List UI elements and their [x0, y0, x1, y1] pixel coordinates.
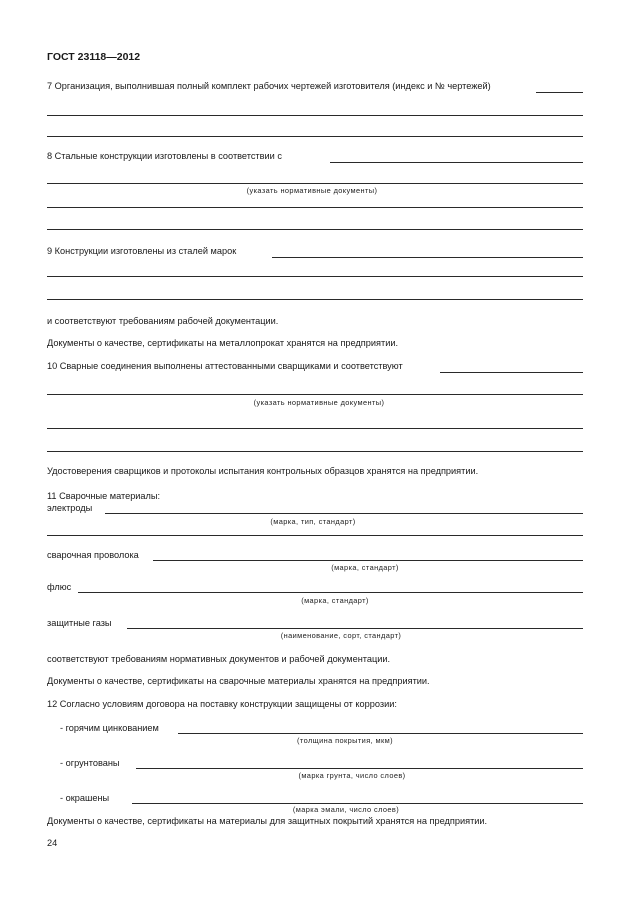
electrodes-caption: (марка, тип, стандарт) — [270, 517, 356, 526]
primed-caption: (марка грунта, число слоев) — [298, 771, 406, 780]
item-9-line-2[interactable] — [47, 299, 583, 300]
flux-fill-line[interactable] — [78, 592, 583, 593]
primed-fill-line[interactable] — [136, 768, 583, 769]
electrodes-fill-line[interactable] — [105, 513, 583, 514]
item-10-fill-line[interactable] — [440, 372, 583, 373]
item-8-fill-line[interactable] — [330, 162, 583, 163]
item-11-documents: Документы о качестве, сертификаты на сварочные материалы хранятся на предприятии. — [47, 676, 430, 686]
item-10-line-2[interactable] — [47, 428, 583, 429]
hot-galvanizing-fill-line[interactable] — [178, 733, 583, 734]
shielding-gases-label: защитные газы — [47, 618, 112, 628]
flux-label: флюс — [47, 582, 72, 592]
item-9-line-1[interactable] — [47, 276, 583, 277]
item-9-label: 9 Конструкции изготовлены из сталей марок — [47, 246, 237, 256]
item-11-label: 11 Сварочные материалы: — [47, 491, 161, 501]
painted-fill-line[interactable] — [132, 803, 583, 804]
item-7-fill-line[interactable] — [536, 92, 583, 93]
item-7-label: 7 Организация, выполнившая полный комплект рабочих чертежей изготовителя (индекс и № чертежей) — [47, 81, 491, 91]
primed-label: - огрунтованы — [60, 758, 120, 768]
electrodes-line-2[interactable] — [47, 535, 583, 536]
welding-wire-fill-line[interactable] — [153, 560, 583, 561]
item-8-line-2[interactable] — [47, 207, 583, 208]
item-10-documents: Удостоверения сварщиков и протоколы испытания контрольных образцов хранятся на предприятии. — [47, 466, 479, 476]
hot-galvanizing-label: - горячим цинкованием — [60, 723, 159, 733]
shielding-gases-fill-line[interactable] — [127, 628, 583, 629]
item-9-conformity: и соответствуют требованиям рабочей документации. — [47, 316, 279, 326]
item-10-line-1[interactable] — [47, 394, 583, 395]
page-number: 24 — [47, 838, 58, 848]
item-9-fill-line[interactable] — [272, 257, 583, 258]
item-12-label: 12 Согласно условиям договора на поставку конструкции защищены от коррозии: — [47, 699, 397, 709]
item-8-caption: (указать нормативные документы) — [246, 186, 378, 195]
welding-wire-caption: (марка, стандарт) — [331, 563, 399, 572]
flux-caption: (марка, стандарт) — [301, 596, 369, 605]
painted-caption: (марка эмали, число слоев) — [292, 805, 400, 814]
item-10-label: 10 Сварные соединения выполнены аттестованными сварщиками и соответствуют — [47, 361, 403, 371]
item-8-line-3[interactable] — [47, 229, 583, 230]
item-10-caption: (указать нормативные документы) — [253, 398, 385, 407]
item-7-line-2[interactable] — [47, 136, 583, 137]
item-10-line-3[interactable] — [47, 451, 583, 452]
item-9-documents: Документы о качестве, сертификаты на металлопрокат хранятся на предприятии. — [47, 338, 399, 348]
item-7-line-1[interactable] — [47, 115, 583, 116]
painted-label: - окрашены — [60, 793, 110, 803]
item-12-documents: Документы о качестве, сертификаты на материалы для защитных покрытий хранятся на предприятии. — [47, 816, 488, 826]
electrodes-label: электроды — [47, 503, 93, 513]
item-8-line-1[interactable] — [47, 183, 583, 184]
item-11-conformity: соответствуют требованиям нормативных документов и рабочей документации. — [47, 654, 391, 664]
shielding-gases-caption: (наименование, сорт, стандарт) — [280, 631, 402, 640]
welding-wire-label: сварочная проволока — [47, 550, 139, 560]
item-8-label: 8 Стальные конструкции изготовлены в соответствии с — [47, 151, 282, 161]
document-code: ГОСТ 23118—2012 — [47, 51, 141, 63]
hot-galvanizing-caption: (толщина покрытия, мкм) — [297, 736, 393, 745]
